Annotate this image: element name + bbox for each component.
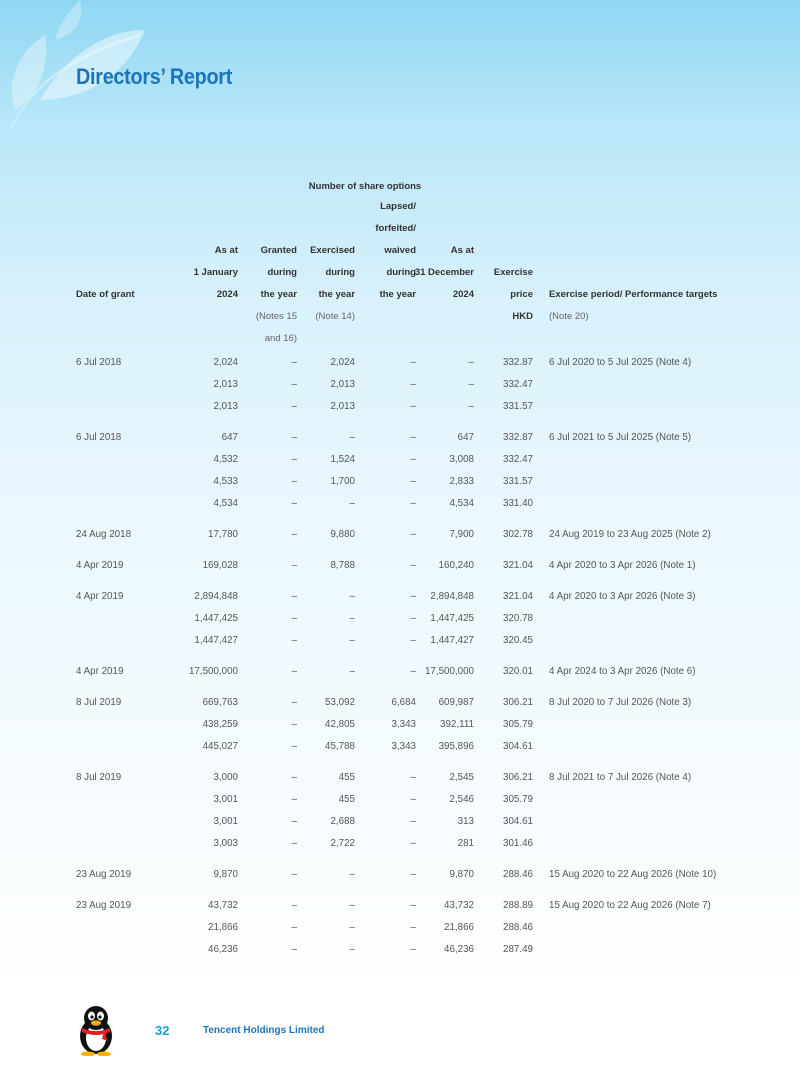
cell-exercise-price: 331.57 (503, 401, 533, 412)
table-row (0, 396, 800, 418)
cell-exercise-price: 332.87 (503, 432, 533, 443)
cell-as-at-end: – (468, 401, 474, 412)
table-row (0, 917, 800, 939)
cell-lapsed: 3,343 (391, 719, 416, 730)
cell-granted: – (291, 816, 297, 827)
header-line: Date of grant (76, 289, 135, 300)
header-line: Exercise period/ Performance targets (549, 289, 718, 300)
cell-lapsed: – (410, 794, 416, 805)
cell-lapsed: 3,343 (391, 741, 416, 752)
table-row (0, 864, 800, 886)
cell-as-at-end: 43,732 (444, 900, 474, 911)
header-line: price (510, 289, 533, 300)
exercise-period: 6 Jul 2021 to 5 Jul 2025 (Note 5) (549, 432, 692, 443)
grant-group (0, 692, 800, 758)
cell-lapsed: – (410, 379, 416, 390)
cell-as-at-end: 1,447,427 (430, 635, 474, 646)
exercise-period: 24 Aug 2019 to 23 Aug 2025 (Note 2) (549, 529, 711, 540)
cell-as-at-end: 9,870 (449, 869, 474, 880)
cell-as-at-start: 2,894,848 (194, 591, 238, 602)
header-lapsed (375, 196, 416, 306)
cell-granted: – (291, 794, 297, 805)
header-line: the year (379, 289, 416, 300)
cell-as-at-end: 7,900 (449, 529, 474, 540)
cell-exercise-price: 287.49 (503, 944, 533, 955)
header-line: waived (384, 245, 416, 256)
cell-granted: – (291, 529, 297, 540)
cell-as-at-start: 4,533 (213, 476, 238, 487)
cell-as-at-end: 17,500,000 (424, 666, 474, 677)
cell-exercised: 455 (338, 794, 355, 805)
table-row (0, 352, 800, 374)
cell-exercise-price: 320.45 (503, 635, 533, 646)
table-row (0, 661, 800, 683)
exercise-period: 6 Jul 2020 to 5 Jul 2025 (Note 4) (549, 357, 692, 368)
cell-exercised: 53,092 (325, 697, 355, 708)
table-row (0, 895, 800, 917)
cell-granted: – (291, 476, 297, 487)
cell-granted: – (291, 944, 297, 955)
table-row (0, 471, 800, 493)
cell-exercised: 45,788 (325, 741, 355, 752)
cell-granted: – (291, 498, 297, 509)
cell-exercised: – (349, 922, 355, 933)
cell-lapsed: – (410, 498, 416, 509)
cell-lapsed: – (410, 454, 416, 465)
cell-as-at-end: 395,896 (438, 741, 474, 752)
cell-as-at-start: 3,000 (213, 772, 238, 783)
header-line: 2024 (452, 289, 474, 300)
table-row (0, 630, 800, 652)
cell-lapsed: – (410, 944, 416, 955)
cell-exercised: 2,722 (330, 838, 355, 849)
cell-as-at-start: 4,534 (213, 498, 238, 509)
cell-exercise-price: 320.78 (503, 613, 533, 624)
cell-exercised: – (349, 591, 355, 602)
cell-exercised: 1,524 (330, 454, 355, 465)
cell-exercised: – (349, 666, 355, 677)
cell-exercised: – (349, 432, 355, 443)
cell-as-at-start: 9,870 (213, 869, 238, 880)
header-note-line: (Note 14) (315, 311, 355, 322)
grant-date: 4 Apr 2019 (76, 560, 124, 571)
cell-granted: – (291, 560, 297, 571)
cell-as-at-end: – (468, 379, 474, 390)
cell-exercised: 8,788 (330, 560, 355, 571)
table-row (0, 767, 800, 789)
cell-as-at-start: 2,013 (213, 379, 238, 390)
cell-exercise-price: 332.47 (503, 379, 533, 390)
cell-granted: – (291, 357, 297, 368)
company-name: Tencent Holdings Limited (203, 1025, 325, 1036)
cell-as-at-end: 46,236 (444, 944, 474, 955)
grant-date: 8 Jul 2019 (76, 697, 122, 708)
grant-date: 4 Apr 2019 (76, 591, 124, 602)
header-line: during (386, 267, 416, 278)
cell-granted: – (291, 922, 297, 933)
exercise-period: 4 Apr 2024 to 3 Apr 2026 (Note 6) (549, 666, 696, 677)
header-line: forfeited/ (375, 223, 416, 234)
cell-as-at-start: 3,001 (213, 794, 238, 805)
cell-exercised: – (349, 900, 355, 911)
header-line: 2024 (216, 289, 238, 300)
exercise-period: 8 Jul 2020 to 7 Jul 2026 (Note 3) (549, 697, 692, 708)
cell-exercise-price: 304.61 (503, 741, 533, 752)
cell-as-at-start: 169,028 (202, 560, 238, 571)
cell-as-at-start: 669,763 (202, 697, 238, 708)
table-row (0, 555, 800, 577)
header-line: As at (450, 245, 474, 256)
header-line: during (325, 267, 355, 278)
cell-exercise-price: 321.04 (503, 591, 533, 602)
grant-group (0, 555, 800, 577)
exercise-period: 15 Aug 2020 to 22 Aug 2026 (Note 10) (549, 869, 717, 880)
cell-as-at-end: 609,987 (438, 697, 474, 708)
cell-lapsed: – (410, 357, 416, 368)
cell-as-at-end: 313 (457, 816, 474, 827)
grant-date: 6 Jul 2018 (76, 357, 122, 368)
cell-exercised: 2,024 (330, 357, 355, 368)
cell-as-at-end: 2,546 (449, 794, 474, 805)
cell-as-at-start: 2,013 (213, 401, 238, 412)
cell-lapsed: – (410, 772, 416, 783)
cell-exercised: 455 (338, 772, 355, 783)
cell-exercise-price: 304.61 (503, 816, 533, 827)
cell-as-at-end: – (468, 357, 474, 368)
cell-lapsed: – (410, 816, 416, 827)
cell-granted: – (291, 666, 297, 677)
header-line: Granted (260, 245, 297, 256)
cell-as-at-start: 3,001 (213, 816, 238, 827)
table-row (0, 789, 800, 811)
cell-exercised: 9,880 (330, 529, 355, 540)
exercise-period: 8 Jul 2021 to 7 Jul 2026 (Note 4) (549, 772, 692, 783)
cell-as-at-start: 1,447,425 (194, 613, 238, 624)
table-row (0, 811, 800, 833)
cell-exercised: 1,700 (330, 476, 355, 487)
table-row (0, 833, 800, 855)
grant-date: 4 Apr 2019 (76, 666, 124, 677)
cell-as-at-end: 647 (457, 432, 474, 443)
cell-as-at-start: 4,532 (213, 454, 238, 465)
cell-granted: – (291, 401, 297, 412)
cell-exercise-price: 288.89 (503, 900, 533, 911)
grant-date: 8 Jul 2019 (76, 772, 122, 783)
cell-as-at-start: 1,447,427 (194, 635, 238, 646)
cell-exercised: 2,688 (330, 816, 355, 827)
cell-exercise-price: 331.57 (503, 476, 533, 487)
cell-exercise-price: 301.46 (503, 838, 533, 849)
table-row (0, 692, 800, 714)
cell-granted: – (291, 697, 297, 708)
table-row (0, 608, 800, 630)
cell-granted: – (291, 838, 297, 849)
cell-lapsed: – (410, 869, 416, 880)
grant-group (0, 767, 800, 855)
header-exercised-note (315, 306, 355, 328)
grant-group (0, 586, 800, 652)
cell-exercised: 42,805 (325, 719, 355, 730)
cell-lapsed: – (410, 900, 416, 911)
cell-exercise-price: 288.46 (503, 922, 533, 933)
cell-as-at-end: 2,833 (449, 476, 474, 487)
cell-exercised: – (349, 613, 355, 624)
cell-as-at-end: 2,894,848 (430, 591, 474, 602)
cell-exercised: – (349, 944, 355, 955)
cell-exercise-price: 305.79 (503, 719, 533, 730)
header-line: HKD (512, 311, 533, 322)
cell-lapsed: – (410, 635, 416, 646)
exercise-period: 4 Apr 2020 to 3 Apr 2026 (Note 3) (549, 591, 696, 602)
header-granted-note (256, 306, 297, 350)
cell-exercise-price: 306.21 (503, 772, 533, 783)
header-line: As at (214, 245, 238, 256)
table-row (0, 374, 800, 396)
cell-lapsed: – (410, 591, 416, 602)
cell-exercise-price: 302.78 (503, 529, 533, 540)
header-line: Exercise (493, 267, 533, 278)
cell-granted: – (291, 900, 297, 911)
cell-lapsed: – (410, 838, 416, 849)
header-note-line: (Note 20) (549, 311, 589, 322)
header-line: Lapsed/ (380, 201, 416, 212)
cell-as-at-end: 3,008 (449, 454, 474, 465)
cell-as-at-start: 2,024 (213, 357, 238, 368)
exercise-period: 15 Aug 2020 to 22 Aug 2026 (Note 7) (549, 900, 711, 911)
cell-as-at-end: 160,240 (438, 560, 474, 571)
cell-exercised: 2,013 (330, 401, 355, 412)
table-row (0, 736, 800, 758)
table-row (0, 586, 800, 608)
cell-exercise-price: 305.79 (503, 794, 533, 805)
cell-granted: – (291, 454, 297, 465)
grant-group (0, 352, 800, 418)
cell-lapsed: – (410, 666, 416, 677)
table-row (0, 493, 800, 515)
penguin-logo-icon (74, 1004, 118, 1056)
header-date (76, 284, 135, 306)
page-title: Directors’ Report (76, 64, 233, 89)
cell-as-at-start: 438,259 (202, 719, 238, 730)
cell-granted: – (291, 772, 297, 783)
cell-granted: – (291, 635, 297, 646)
grant-date: 23 Aug 2019 (76, 869, 132, 880)
cell-granted: – (291, 591, 297, 602)
share-options-table (0, 352, 800, 970)
table-row (0, 939, 800, 961)
grant-date: 6 Jul 2018 (76, 432, 122, 443)
grant-group (0, 661, 800, 683)
cell-as-at-end: 281 (457, 838, 474, 849)
header-line: 1 January (193, 267, 238, 278)
cell-lapsed: – (410, 613, 416, 624)
header-line: Exercised (310, 245, 355, 256)
header-line: the year (318, 289, 355, 300)
cell-exercise-price: 306.21 (503, 697, 533, 708)
cell-lapsed: – (410, 922, 416, 933)
group-header: Number of share options (308, 181, 422, 192)
cell-exercised: – (349, 498, 355, 509)
header-line: during (267, 267, 297, 278)
cell-lapsed: 6,684 (391, 697, 416, 708)
cell-as-at-start: 647 (221, 432, 238, 443)
grant-date: 24 Aug 2018 (76, 529, 132, 540)
header-line: the year (260, 289, 297, 300)
header-as-at-start (194, 240, 238, 306)
table-row (0, 449, 800, 471)
cell-lapsed: – (410, 476, 416, 487)
cell-as-at-start: 43,732 (208, 900, 238, 911)
cell-exercised: – (349, 869, 355, 880)
header-period (549, 284, 717, 306)
cell-as-at-start: 445,027 (202, 741, 238, 752)
cell-lapsed: – (410, 401, 416, 412)
grant-group (0, 895, 800, 961)
cell-as-at-start: 21,866 (208, 922, 238, 933)
page-number: 32 (155, 1023, 170, 1038)
cell-as-at-start: 46,236 (208, 944, 238, 955)
cell-granted: – (291, 379, 297, 390)
table-row (0, 427, 800, 449)
cell-granted: – (291, 741, 297, 752)
header-granted (261, 240, 297, 306)
cell-exercise-price: 332.87 (503, 357, 533, 368)
cell-granted: – (291, 869, 297, 880)
cell-as-at-end: 392,111 (440, 719, 474, 730)
cell-exercised: – (349, 635, 355, 646)
cell-as-at-end: 2,545 (449, 772, 474, 783)
cell-as-at-start: 17,500,000 (188, 666, 238, 677)
cell-exercise-price: 331.40 (503, 498, 533, 509)
header-as-at-end (415, 240, 474, 306)
cell-granted: – (291, 719, 297, 730)
cell-lapsed: – (410, 560, 416, 571)
grant-group (0, 427, 800, 515)
cell-as-at-end: 1,447,425 (430, 613, 474, 624)
grant-date: 23 Aug 2019 (76, 900, 132, 911)
table-row (0, 524, 800, 546)
exercise-period: 4 Apr 2020 to 3 Apr 2026 (Note 1) (549, 560, 696, 571)
cell-as-at-end: 4,534 (449, 498, 474, 509)
header-note-line: and 16) (264, 333, 297, 344)
header-note-line: (Notes 15 (255, 311, 297, 322)
header-line: 31 December (414, 267, 474, 278)
cell-granted: – (291, 613, 297, 624)
cell-as-at-start: 17,780 (208, 529, 238, 540)
cell-lapsed: – (410, 432, 416, 443)
cell-exercise-price: 320.01 (503, 666, 533, 677)
grant-group (0, 524, 800, 546)
cell-as-at-end: 21,866 (444, 922, 474, 933)
cell-granted: – (291, 432, 297, 443)
cell-lapsed: – (410, 529, 416, 540)
cell-exercise-price: 288.46 (503, 869, 533, 880)
table-row (0, 714, 800, 736)
cell-as-at-start: 3,003 (213, 838, 238, 849)
cell-exercise-price: 332.47 (503, 454, 533, 465)
header-exercised (310, 240, 355, 306)
cell-exercised: 2,013 (330, 379, 355, 390)
grant-group (0, 864, 800, 886)
header-price (494, 262, 533, 328)
header-period-note (549, 306, 589, 328)
cell-exercise-price: 321.04 (503, 560, 533, 571)
